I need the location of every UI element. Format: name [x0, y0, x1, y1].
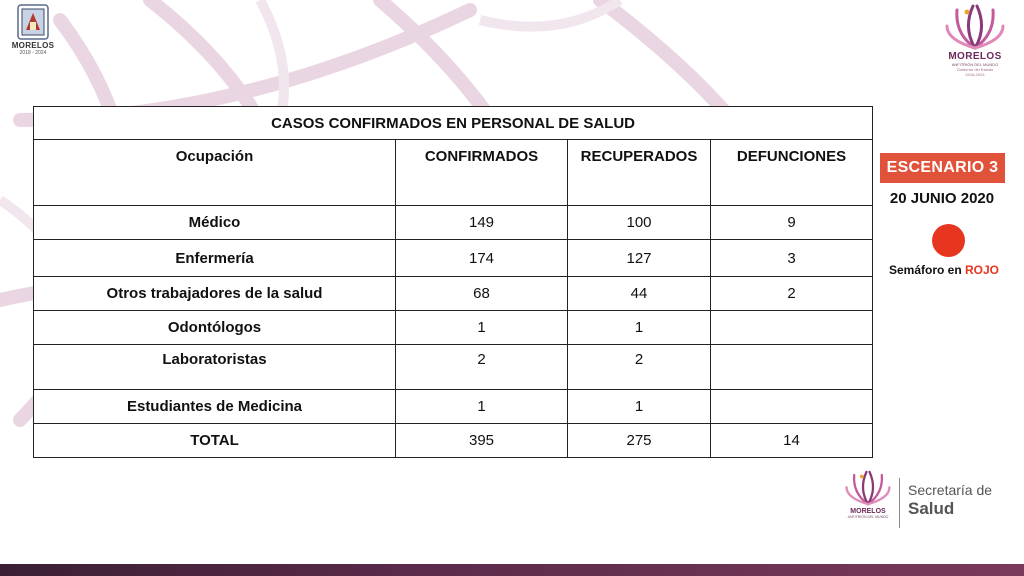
defunciones-cell [711, 390, 873, 424]
morelos-state-seal-logo [6, 4, 60, 56]
lotus-flower-icon [945, 4, 1005, 50]
morelos-anfitrion-logo [935, 4, 1015, 77]
semaforo-prefix: Semáforo en [888, 263, 962, 277]
total-defunciones-cell: 14 [711, 424, 873, 458]
secretaria-line2: Salud [908, 499, 955, 518]
header-confirmados: CONFIRMADOS [396, 140, 568, 206]
confirmados-cell: 174 [396, 240, 568, 277]
semaforo-color: ROJO [965, 263, 1000, 277]
logo-right-sub1: Gobierno del Estado [956, 67, 994, 72]
total-recuperados-cell: 275 [568, 424, 711, 458]
table-row [34, 345, 873, 390]
header-recuperados: RECUPERADOS [568, 140, 711, 206]
confirmados-cell: 149 [396, 206, 568, 240]
scenario-badge: ESCENARIO 3 [880, 153, 1005, 183]
defunciones-cell [711, 311, 873, 345]
total-confirmados-cell: 395 [396, 424, 568, 458]
health-staff-cases-table-wrapper [33, 106, 872, 458]
logo-right-brand: MORELOS [948, 51, 1002, 62]
table-row [34, 390, 873, 424]
health-staff-cases-table [33, 106, 873, 458]
secretaria-de-salud-wordmark [908, 482, 992, 519]
table-title-row [34, 107, 873, 140]
table-total-row [34, 424, 873, 458]
occupation-cell: Laboratoristas [34, 345, 396, 390]
secretaria-line1: Secretaría de [908, 482, 993, 498]
traffic-light-red-icon [932, 224, 965, 257]
recuperados-cell: 127 [568, 240, 711, 277]
occupation-cell: Médico [34, 206, 396, 240]
table-header-row [34, 140, 873, 206]
secretaria-divider [899, 478, 900, 528]
defunciones-cell: 2 [711, 277, 873, 311]
logo-left-years: 2018 - 2024 [19, 50, 47, 56]
table-row [34, 311, 873, 345]
defunciones-cell: 3 [711, 240, 873, 277]
total-label-cell: TOTAL [34, 424, 396, 458]
lotus-flower-icon [845, 470, 891, 506]
confirmados-cell: 1 [396, 390, 568, 424]
confirmados-cell: 2 [396, 345, 568, 390]
recuperados-cell: 1 [568, 311, 711, 345]
recuperados-cell: 2 [568, 345, 711, 390]
occupation-cell: Odontólogos [34, 311, 396, 345]
table-row [34, 240, 873, 277]
table-row [34, 206, 873, 240]
bottom-color-bar [0, 564, 1024, 576]
table-title: CASOS CONFIRMADOS EN PERSONAL DE SALUD [34, 107, 873, 140]
secretaria-logo-brand: MORELOS [850, 508, 886, 515]
table-row [34, 277, 873, 311]
defunciones-cell: 9 [711, 206, 873, 240]
logo-right-sub2: 2018-2024 [965, 72, 985, 77]
logo-right-tagline: ANFITRIÓN DEL MUNDO [951, 62, 999, 67]
occupation-cell: Estudiantes de Medicina [34, 390, 396, 424]
header-ocupacion: Ocupación [34, 140, 396, 206]
secretaria-logo-tagline: ANFITRIÓN DEL MUNDO [847, 515, 889, 519]
recuperados-cell: 1 [568, 390, 711, 424]
defunciones-cell [711, 345, 873, 390]
semaforo-status [876, 263, 1012, 277]
recuperados-cell: 100 [568, 206, 711, 240]
secretaria-morelos-logo [838, 470, 898, 519]
header-defunciones: DEFUNCIONES [711, 140, 873, 206]
logo-left-name: MORELOS [11, 41, 55, 50]
confirmados-cell: 68 [396, 277, 568, 311]
report-date: 20 JUNIO 2020 [889, 190, 995, 207]
confirmados-cell: 1 [396, 311, 568, 345]
occupation-cell: Enfermería [34, 240, 396, 277]
recuperados-cell: 44 [568, 277, 711, 311]
occupation-cell: Otros trabajadores de la salud [34, 277, 396, 311]
state-seal-icon [17, 4, 49, 40]
